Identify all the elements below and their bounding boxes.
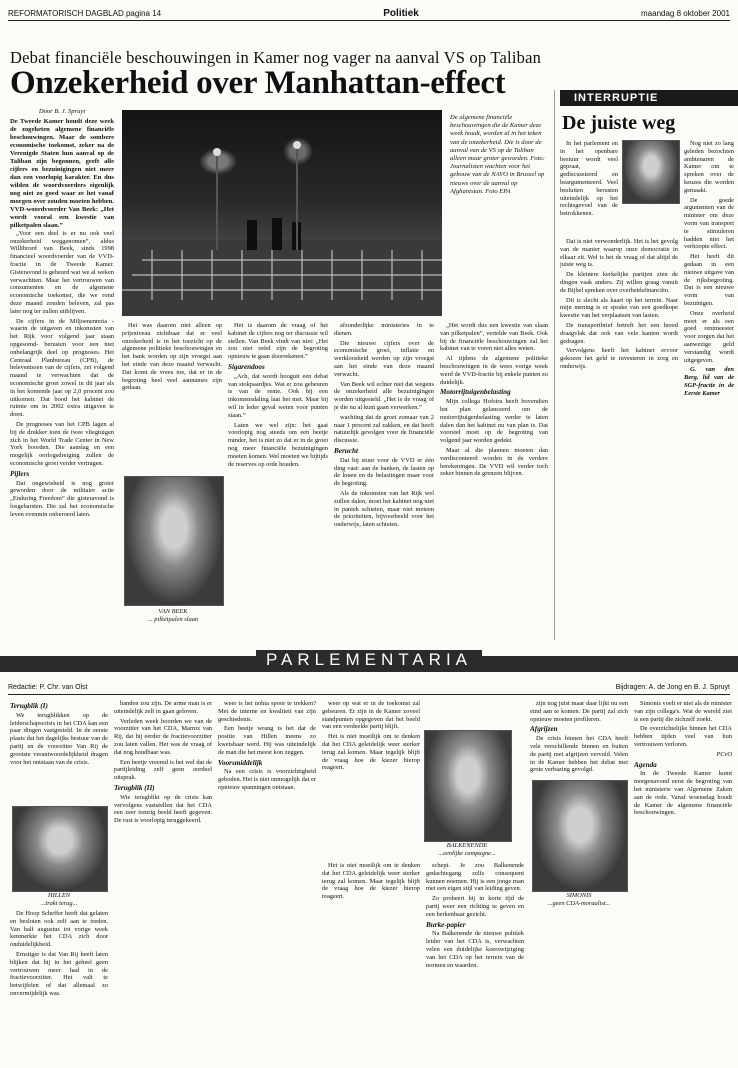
article-photo (122, 110, 442, 316)
article-column-2 (122, 322, 222, 472)
parl-column-3 (218, 700, 316, 1060)
parl-column-4b (322, 862, 420, 1060)
portrait-name: VAN BEEK (158, 608, 188, 615)
article-column-4 (334, 322, 434, 640)
portrait-subcaption: ...eenlijke campagne... (438, 849, 496, 857)
balkenende-portrait (424, 730, 512, 842)
interruptie-paragraph: In het parlement en in het openbare bestuur wordt veel gepraat, gediscussieerd en beargumenteerd. Veel besluiten berusten uiteindelijk op het rechtsgevoel van de betrokkenen. (560, 140, 618, 218)
parl-paragraph: We terugblikken op de leiderschapscrisis in het CDA kan een paar dingen vastgesteld. In de eerste plaats dat het dagelijks bestuur van de partij en de voorzitter Van Rij de grootste verantwoordelijkheid dragen voor het ontstaan van de crisis. (10, 711, 108, 766)
subheading: Sigarendoos (228, 362, 265, 371)
article-paragraph: Dat bij stuur voor de VVD er één ding vast: aan de banken, de lasten op de lonen en de belastingen maar voor de begroting. (334, 456, 434, 488)
parl-column-2 (114, 700, 212, 1060)
parl-paragraph: weer op wat er in de toekomst zal gebeuren. Er zijn in de Kamer zoveel standpunten opgegeven dat het beeld van een verdeelde partij blijft. (322, 700, 420, 731)
parlementaria-banner (0, 644, 738, 682)
article-paragraph: Mijn collega Hofstra heeft bovendien het plan gelanceerd om de motorrijtuigenbelasting verder te laten dalen dan het kabinet nu van plan is. Dat voorstel moet op de begroting van volgend jaar worden gedekt. (440, 398, 548, 445)
issue-date: maandag 8 oktober 2001 (641, 8, 730, 18)
parl-paragraph: De Hoop Scheffer heeft dat gelaten en besloten ook zelf aan te treden. Van half augustus tot vorige week kenmerkte het CDA zich door onduidelijkheid. (10, 910, 108, 949)
divider (8, 694, 730, 695)
article-paragraph: wachting dat de groei zomaar van 2 naar 1 procent zal zakken, en dat heeft natuurlijk gevolgen voor de financiële discussie. (334, 413, 434, 445)
hillen-portrait (12, 806, 108, 892)
interruptie-column-1-top (560, 140, 618, 236)
subheading: Agenda (634, 760, 657, 769)
portrait-name: BALKENENDE (446, 842, 488, 849)
article-paragraph: Dat ongewisheid is nog groter geworden door de militaire actie „Enduring Freedom” die gisteravond is losgebarsten. Die zal het economische leven evenmin onberoerd laten. (10, 479, 114, 518)
article-byline: Door B. J. Spruyt (38, 108, 86, 115)
subheading: Motorrijtuigenbelasting (440, 388, 511, 397)
hillen-portrait-caption (12, 892, 106, 907)
interruptie-title: De juiste weg (562, 112, 676, 134)
photo-caption: De algemene financiële beschouwingen die de Kamer deze week houdt, worden al in het teken van de onzekerheid. Die is door de aanval van de VS op de Taliban alleen maar groter geworden. Foto: Journalisten wachten voor het gebouw van de NAVO in Brussel op nieuws over de aanval op Afghanistan. Foto EPA (450, 114, 545, 195)
portrait-name: HILLEN (47, 892, 71, 899)
portrait-subcaption: ... pilketpalen slaan (147, 615, 199, 623)
article-paragraph: „Voor een deel is er nu ook veel onzekerheid weggenomen”, aldus Willibrord van Beek, sinds 1998 financieel woordvoerder van de VVD-fractie in de Tweede Kamer. Gisteravond is gebeurd wat we al weken verwachtten. Maar het vertrouwen van consumenten en de algemene economische toekomst, die we rond deze maand zouden beleven, zal pas later nog ter zullen uitblijven. (10, 229, 114, 315)
parl-signature: PCvO (716, 750, 732, 758)
simonis-portrait (532, 780, 628, 892)
interruptie-paragraph: Onze overheid moet er als een goed rentmeester voor zorgen dat het aanwezige geld verstandig wordt uitgegeven. (684, 309, 734, 364)
van-beek-portrait (124, 476, 224, 606)
newspaper-page-label: REFORMATORISCH DAGBLAD pagina 14 (8, 8, 162, 18)
parl-column-7 (634, 700, 732, 1060)
banner-title: PARLEMENTARIA (256, 650, 482, 669)
column-divider (554, 90, 555, 640)
interruptie-label: INTERRUPTIE (560, 90, 738, 106)
parl-paragraph: weer is het nohta spoor te trekken? Met de interne en kwaliteit van zijn geschiedenis. (218, 700, 316, 723)
article-column-3 (228, 322, 328, 640)
article-headline: Onzekerheid over Manhattan-effect (10, 65, 506, 101)
bijdragen-credit: Bijdragen: A. de Jong en B. J. Spruyt (615, 684, 730, 691)
redactie-credit: Redactie: P. Chr. van Olst (8, 684, 88, 691)
parl-paragraph: Simonis voelt er niet als de minister van zijn collega's. Wat de wereld ziet is een partij die zichzelf zoekt. (634, 700, 732, 723)
article-column-5 (440, 322, 548, 640)
parl-paragraph: handen zou zijn. De arme man is er uiteindelijk zelf in gaan geloven. (114, 700, 212, 715)
parl-paragraph: Verleden week hoorden we van de voorzitter van het CDA, Marnix van Rij, dat hij eerder de fractievoorzitter zou laten vallen. Het was de vraag of dat nog houdbaar was. (114, 717, 212, 756)
article-paragraph: Al tijdens de algemene politieke beschouwingen in de wees vorige week werd de VVD-fractie bij enkele punten zo duidelijk. (440, 355, 548, 386)
article-paragraph: Het is daarom de vraag of het kabinet de cijfers nog ter discussie wil stellen. Van Beek vindt van niet: „Het zou niet reëel zijn de begroting opnieuw te gaan doorrekenen.” (228, 322, 328, 361)
interruptie-paragraph: Nog niet zo lang geleden bezochten ambtenaren de Kamer om te spreken over de keuzes die worden gemaakt. (684, 140, 734, 194)
article-lead: De Tweede Kamer houdt deze week de zogeheten algemene financiële beschouwingen. Maar de sombere economische toekomst, zeker na de Verenigde Staten hun aanval op de Taliban zijn begonnen, geeft alle cijfers en bezuinigingen niet meer dan een voorlopig karakter. En dus wilden de woordvoerders eigenlijk nog niet zo goed waar ze het vanaf morgen over zouden moeten hebben. VVD-woordvoerder Van Beek: „Het wordt vooral een kwestie van pilketpalen slaan.” (10, 117, 114, 229)
van-beek-portrait-caption (124, 608, 222, 623)
subheading: Afgrijzen (530, 725, 558, 734)
article-paragraph: „Ach, dat wordt hooguit een debat van stokpaardjes. Wat er zou gebeuren is van de rente. Ook bij een inkomensdaling laat het met. Maar bij wil in leder geval weten voor punten staan.” (228, 372, 328, 419)
article-paragraph: Van Beek wil echter niet dat wegens de onzekerheid alle bezuinigingen worden uitgesteld. „Het is de vraag of je die nu al kunt gaan verwerken.” (334, 380, 434, 411)
article-paragraph: Het was daarom niet alleen op prijsniveau zichtbaar dat er veel onzekerheid is in het toezicht op de algemene politieke beschouwingen en het bank worden op zijn vroegst aan het einde van deze maand verwacht. Dat komt de vrees toe, dat er in de begroting heel veel aannames zijn gedaan. (122, 322, 222, 392)
parl-paragraph: Na een crisis is voorzichtigheid geboden. Het is niet onmogelijk dat er opnieuw spanningen ontstaan. (218, 768, 316, 791)
interruptie-column-2 (684, 140, 734, 634)
article-column-1 (10, 108, 114, 640)
article-paragraph: Die nieuwe cijfers over de economische groei, inflatie en werkloosheid werden op zijn vroegst aan het einde van deze maand verwacht. (334, 339, 434, 378)
van-den-berg-portrait (622, 140, 680, 204)
parl-paragraph: De crisis binnen het CDA heeft vele verschillende binnen en buiten de partij met afgrijzen vervuld. Velen in de Kamer hebben het debat met grote verbazing gevolgd. (530, 735, 628, 774)
subheading: Berucht (334, 446, 358, 455)
parl-column-1-top (10, 700, 108, 804)
article-paragraph: Maar al die plannen moeten dan verdisconteerd worden in de verdere berekeningen. De VVD wil verder toch zeker binnen de grenzen blijven. (440, 446, 548, 478)
article-paragraph: De prognoses van het CPB lagen al bij de drukker toen de twee vliegtuigen zich in het World Trade Center in New York boorden. Die aanslag en een mogelijk oorlogsdreiging zullen de economische groei verder vertragen. (10, 420, 114, 467)
parl-column-1 (10, 910, 108, 1060)
section-title: Politiek (383, 7, 419, 19)
simonis-portrait-caption (532, 892, 626, 907)
parl-paragraph: Zo probeert hij in korte tijd de partij weer een richting te geven en een herkenbaar gezicht. (426, 895, 524, 918)
parl-paragraph: Ernstiger is dat Van Rij heeft laten blijken dat hij in het geheel geen vertrouwen meer had in de fractievoorzitter. Het valt te betwijfelen of dat allemaal zo onvermijdelijk was. (10, 950, 108, 997)
interruptie-paragraph: Vervolgens heeft het kabinet ervoor gekozen het geld te investeren in zorg en onderwijs. (560, 347, 678, 370)
interruptie-paragraph: Het heeft dit gedaan in een nieuwe uitgave van de rijksbegroting. Dat is een nieuwe vorm van bezuinigen. (684, 253, 734, 307)
portrait-name: SIMONIS (566, 892, 592, 899)
subheading: Terugblik (I) (10, 702, 48, 710)
balkenende-portrait-caption (424, 842, 510, 857)
interruptie-column-1 (560, 238, 678, 634)
parl-paragraph: Na Balkenende de nieuwe politiek leider van het CDA is, verwachten velen een duidelijke koerswijziging van het CDA op het terrein van de normen en waarden. (426, 930, 524, 969)
street-scene-image (122, 110, 442, 316)
article-paragraph: „Het wordt dus een kwestie van slaan van pilketpalen”, vertelde van Beek. Ook bij de financiële beschouwingen zal het kabinet van te voren niet alles weten. (440, 322, 548, 353)
article-subheadline: Debat financiële beschouwingen in Kamer nog vager na aanval VS op Taliban (10, 48, 542, 67)
page-header (8, 6, 730, 21)
interruptie-signature: G. van den Berg, lid van de SGP-fractie in de Eerste Kamer (684, 366, 734, 397)
parl-paragraph: Het is niet moeilijk om te denken dat het CDA geleidelijk weer sterker terug zal komen. Maar tegelijk blijft de vraag hoe de kiezer hierop reageert. (322, 862, 420, 901)
interruptie-paragraph: Dit is slecht als kaart op het terrein. Naar mijn mening is er sprake van een goedkope kwestie van het verplaatsen van lasten. (560, 296, 678, 320)
parl-paragraph: Wie terugblikt op de crisis kan vervolgens vaststellen dat het CDA een zeer treurig beeld heeft gegeven. De rust is voorlopig teruggekeerd. (114, 793, 212, 825)
article-paragraph: Als de inkomsten van het Rijk wel zullen dalen, moet het kabinet nog niet in paniek schieten, maar niet meteen de prioriteiten, bijvoorbeeld voor het onderwijs, laten schieten. (334, 489, 434, 529)
article-paragraph: Laten we wel zijn: het gaat voorlopig nog steeds om een beetje minder, het is niet zo dat er in de groei nog meer financiële bezuinigingen moeten komen. Wel moeten we bijtijds de reserves op orde houden. (228, 421, 328, 468)
article-paragraph: De cijfers in de Miljoenennota -waarin de uitgaven en inkomsten van het Rijk voor volgend jaar staan opgesomd- berusten voor een niet onbelangrijk deel op prognoses. Het Centraal Planbureau (CPB), de belevenissen van de cijfers, zei volgend maand te verwachten dat de economische groei zowel in dit jaar als in het komende jaar op 2,0 procent zou uitkomen. Dat bood het kabinet de ruimte om in 2002 extra uitgaven te doen. (10, 317, 114, 419)
portrait-subcaption: ...geen CDA-moraalist... (547, 899, 611, 907)
parl-paragraph: Een beetje wrang is het dat de positie van Hillen ineens zo kwetsbaar werd. Hij was uiteindelijk de man die het meest kon zeggen. (218, 725, 316, 756)
parl-paragraph: schept. Je zou Balkenende gedachtegang zelfs consequent kunnen noemen. Hij is een jonge man met een eigen stijl van leiding geven. (426, 862, 524, 893)
subheading: Burke-papier (426, 920, 466, 929)
parl-paragraph: De overzichtelijke binnen het CDA hebben tijden veel van hun vertrouwen verloren. (634, 725, 732, 748)
subheading: Pijlers (10, 469, 30, 478)
subheading: Terugblik (II) (114, 783, 155, 792)
portrait-subcaption: ...trakt terug... (40, 899, 78, 907)
interruptie-paragraph: De goede argumenten van de minister om deze vorm van transport te stimuleren hadden niet het verhoopte effect. (684, 196, 734, 251)
interruptie-paragraph: Dat is niet verwonderlijk. Het is het gevolg van de manier waarop onze democratie in elkaar zit. Wel is het de vraag of dat altijd de juiste weg is. (560, 238, 678, 269)
subheading: Voorsmiddelijk (218, 758, 263, 767)
article-paragraph: afzonderlijke ministeries in te dienen. (334, 322, 434, 337)
parl-column-5 (426, 862, 524, 1060)
parl-paragraph: In de Tweede Kamer komt morgenavond eerst de begroting van het ministerie van Algemene Zaken aan de orde. Vanaf woensdag houdt de Kamer de algemene financiële beschouwingen. (634, 770, 732, 817)
interruptie-paragraph: De transportbrief betreft het een breed draagvlak dat ook van vele kanten wordt gedragen. (560, 321, 678, 345)
parl-paragraph: zijn nog juist maar daar lijkt nu een eind aan te komen. De partij zal zich opnieuw moeten profileren. (530, 700, 628, 723)
parl-paragraph: Een beetje vreemd is het wel dat de partijleiding zelf geen oordeel uitsprak. (114, 758, 212, 782)
parl-paragraph: Het is niet moeilijk om te denken dat het CDA geleidelijk weer sterker terug zal komen. Maar tegelijk blijft de vraag hoe de kiezer hierop reageert. (322, 733, 420, 772)
interruptie-paragraph: De kleinere kerkelijke partijen zien de dingen vaak anders. Zij willen graag vanuit de Bijbel spreken over overheidsfinanciën. (560, 271, 678, 294)
